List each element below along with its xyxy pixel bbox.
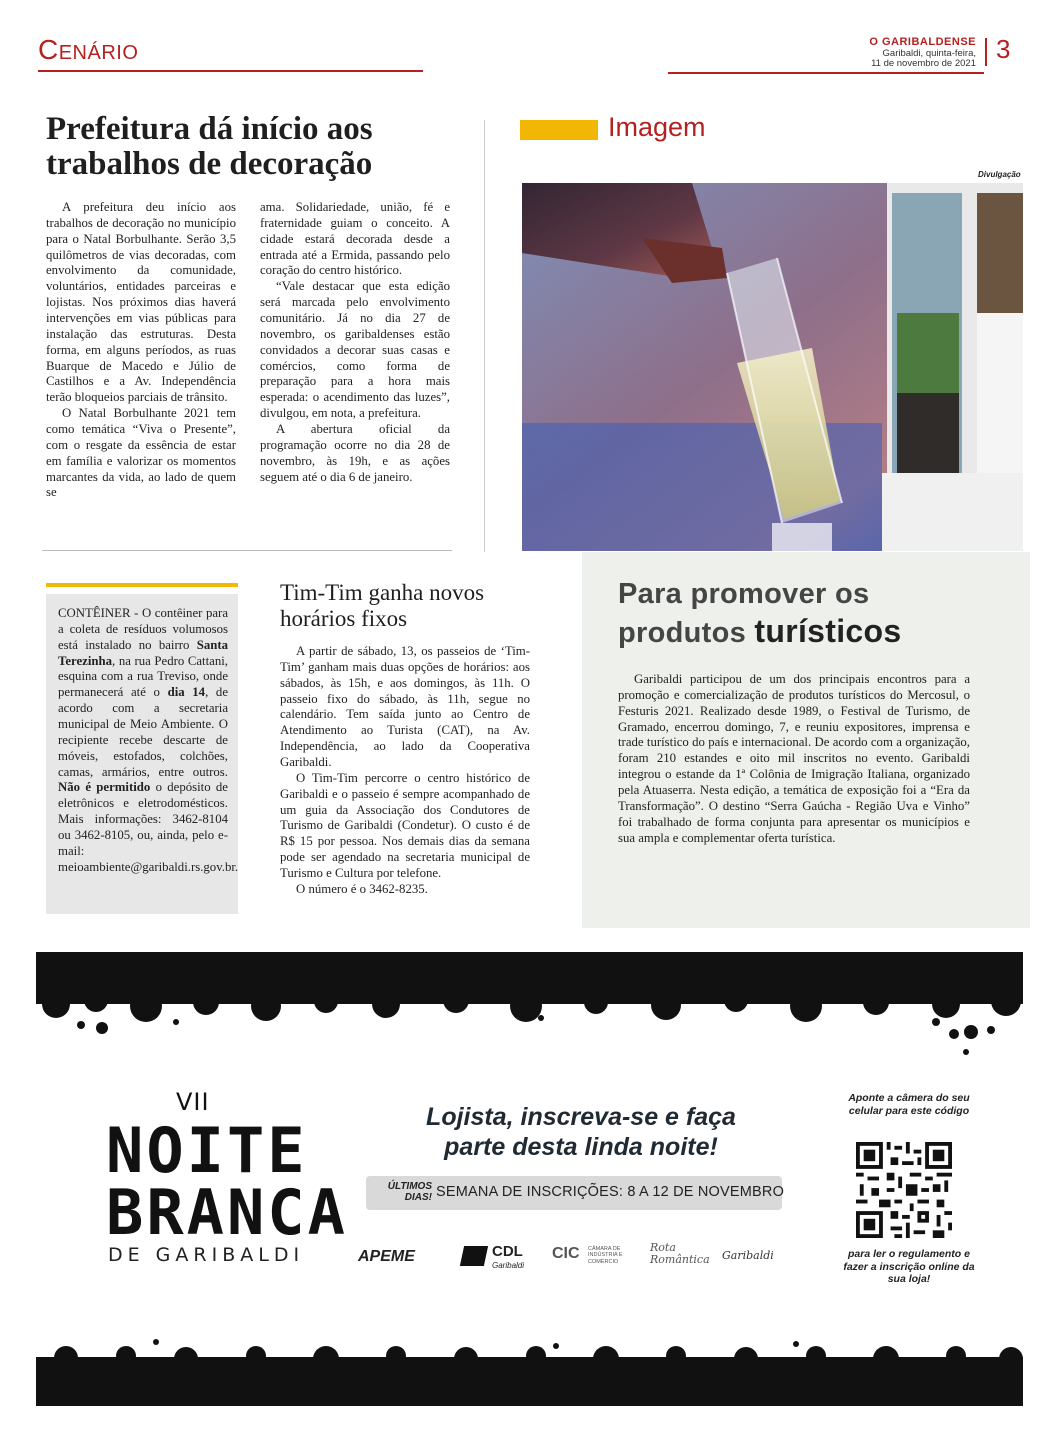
notice-text: O contêiner para a coleta de resíduos volumosos está instalado no bairro: [58, 606, 228, 652]
column-divider: [484, 120, 485, 552]
cic-logo-subtitle: CÂMARA DE INDÚSTRIA E COMÉRCIO: [588, 1246, 623, 1265]
paragraph: ama. Solidariedade, união, fé e fraternidade guiam o conceito. A cidade estará decorada desde a entrada até a Ermida, passando pelo coração do centro histórico.: [260, 200, 450, 278]
qr-code-icon[interactable]: [856, 1142, 952, 1238]
qr-caption: para ler o regulamento e fazer a inscrição online da sua loja!: [843, 1248, 975, 1286]
event-title-line-2: BRANCA: [106, 1176, 348, 1249]
page-number: 3: [996, 34, 1011, 64]
story-headline: Prefeitura dá início aos trabalhos de decoração: [46, 111, 373, 183]
garibaldi-logo: Garibaldi: [722, 1249, 774, 1262]
ad-bottom-band: [36, 1357, 1023, 1406]
noite-branca-advertisement: [36, 952, 1023, 1406]
story-headline: [618, 577, 998, 651]
ad-slogan: [366, 1102, 796, 1162]
cic-logo: CIC: [552, 1245, 580, 1262]
paragraph: A abertura oficial da programação ocorre no dia 28 de novembro, às 19h, e as ações seguem até o dia 6 de janeiro.: [260, 422, 450, 484]
apeme-logo: APEME: [358, 1248, 415, 1265]
page-separator: [985, 38, 987, 66]
photo-credit: Divulgação: [978, 170, 1021, 179]
dateline: Garibaldi, quinta-feira,: [882, 47, 976, 59]
notice-bold: Não é permitido: [58, 780, 151, 795]
publication-name: O GARIBALDENSE: [869, 36, 976, 48]
notice-text: , na rua Pedro Cattani, esquina com a rua Treviso, onde permanecerá até o: [58, 653, 228, 700]
story-column-2: [260, 200, 450, 485]
cdl-logo-mark: [460, 1246, 488, 1266]
wine-pour-photo: [522, 183, 1023, 551]
slogan-line: parte desta linda noite!: [444, 1133, 718, 1161]
box-accent-bar: [46, 583, 238, 587]
cdl-logo-subtitle: Garibaldi: [492, 1261, 525, 1270]
issue-date: 11 de novembro de 2021: [871, 57, 976, 69]
last-days-tag: [374, 1182, 432, 1203]
paragraph: O Tim-Tim percorre o centro histórico de Garibaldi e o passeio é sempre acompanhado de um guia da Associação dos Condutores de Turismo de Garibaldi (Condetur). O custo é de R$ 15 por pessoa. Nos demais dias da semana pode ser agendado na secretaria municipal de Turismo e Cultura por telefone.: [280, 770, 530, 881]
story-column: [280, 644, 530, 898]
notice-text: o depósito de eletrônicos e eletrodomésticos. Mais informações: 3462-8104 ou 3462-8105, ou, ainda, pelo e-mail: meioambiente@garibaldi.rs.gov.br.: [58, 780, 239, 874]
header-rule-right: [668, 72, 984, 74]
paragraph: A prefeitura deu início aos trabalhos de decoração no município para o Natal Borbulhante. Serão 3,5 quilômetros de vias decoradas, com envolvimento da comunidade, voluntários, entidades parceiras e lojistas. Nos próximos dias haverá intervenções em vias públicas para instalação das estruturas. Desta forma, em alguns períodos, as ruas Buarque de Macedo e Júlio de Castilhos e a Av. Independência terão bloqueios parciais de trânsito.: [46, 200, 236, 405]
notice-text: , de acordo com a secretaria municipal de Meio Ambiente. O recipiente recebe descarte de móveis, estofados, colchões, camas, armários, entre outros.: [58, 685, 229, 779]
story-headline: Tim-Tim ganha novos horários fixos: [280, 580, 485, 632]
container-notice: [58, 606, 239, 876]
edition-number: VII: [176, 1088, 210, 1116]
story-column-1: [46, 200, 236, 501]
section-accent-bar: [520, 120, 598, 140]
headline-emphasis: turísticos: [754, 612, 902, 649]
ad-bottom-drips: [36, 1332, 1023, 1362]
paragraph: O número é o 3462-8235.: [296, 881, 428, 896]
cdl-logo: CDL: [492, 1243, 523, 1260]
last-days-line: DIAS!: [404, 1191, 432, 1203]
last-days-line: ÚLTIMOS: [387, 1181, 432, 1192]
slogan-line: Lojista, inscreva-se e faça: [426, 1103, 736, 1131]
section-title: Cenário: [38, 34, 139, 65]
registration-dates: SEMANA DE INSCRIÇÕES: 8 A 12 DE NOVEMBRO: [436, 1184, 785, 1200]
paragraph: Garibaldi participou de um dos principais encontros para a promoção e comercialização de produtos turísticos do Mercosul, o Festuris 2021. Realizado desde 1989, o Festival de Turismo, de Gramado, encerrou domingo, 7, e reuniu expositores, imprensa e trade turístico do país e internacional. De acordo com a organização, foram 210 estandes e oito mil inscritos no evento. Garibaldi integrou o estande da 1ª Colônia de Imigração Italiana, organizado pela Atuaserra. Nesta edição, a temática de exposição foi a “Era da Transformação”. O destino “Serra Gaúcha - Região Uva e Vinho” foi trabalhado de forma conjunta para apresentar os municípios e sua ampla e complementar oferta turística.: [618, 672, 970, 845]
notice-bold: dia 14: [167, 685, 206, 700]
rota-romantica-logo: Rota Romântica: [650, 1241, 710, 1267]
story-bottom-rule: [42, 550, 452, 551]
paragraph: A partir de sábado, 13, os passeios de ‘Tim-Tim’ ganham mais duas opções de horários: aos sábados, às 15h, e aos domingos, às 11h. O passeio fixo do sábado, às 11h, segue no calendário. Tem saída junto ao Centro de Atendimento ao Turista (CAT), na Av. Independência, ao lado da Cooperativa Garibaldi.: [280, 644, 530, 770]
header-rule-left: [38, 70, 423, 72]
qr-instruction: Aponte a câmera do seu celular para este código: [848, 1092, 970, 1117]
paragraph: O Natal Borbulhante 2021 tem como temática “Viva o Presente”, com o resgate da essência de estar em família e valorizar os momentos marcantes da vida, ao lado de quem se: [46, 406, 236, 500]
headline-part: produtos: [618, 616, 755, 649]
story-column: [618, 672, 970, 846]
event-title-line-3: DE GARIBALDI: [108, 1244, 305, 1266]
masthead: [869, 37, 976, 68]
headline-line: [618, 612, 998, 651]
image-section-label: Imagem: [608, 112, 706, 142]
paragraph: “Vale destacar que esta edição será marcada pelo envolvimento comunitário. Já no dia 27 de novembro, os garibaldenses estão convidados a decorar suas casas e comércios, como forma de preparação para a hora mais esperada: o acendimento das luzes”, divulgou, em nota, a prefeitura.: [260, 279, 450, 421]
headline-line: Para promover os: [618, 578, 870, 610]
notice-bold: Santa Terezinha: [58, 637, 228, 668]
event-title-line-1: NOITE: [106, 1114, 308, 1187]
ad-top-drips: [36, 992, 1023, 1072]
notice-lead: CONTÊINER -: [58, 606, 142, 620]
